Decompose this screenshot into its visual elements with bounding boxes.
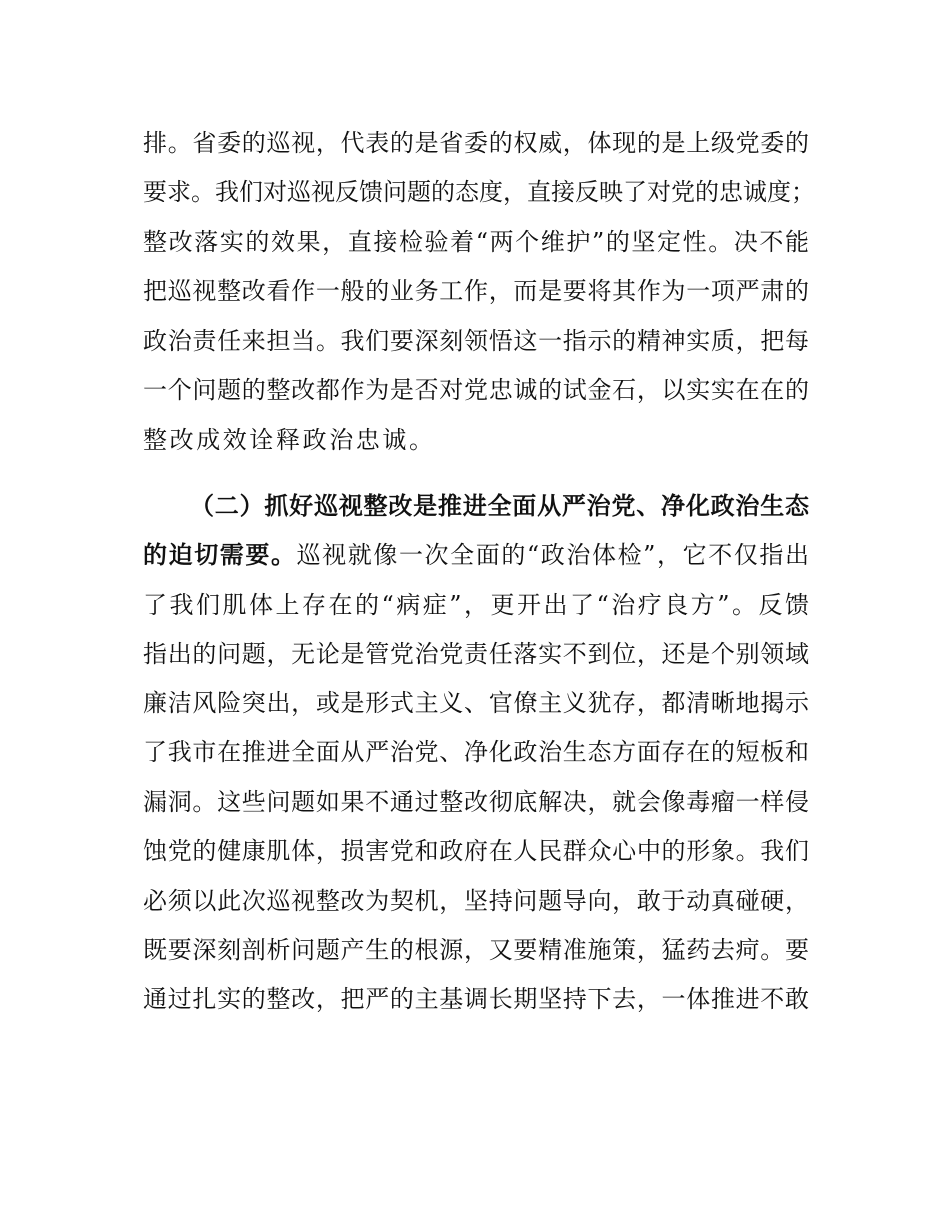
text-span: 巡视就像一次全面的“政治体检”，它不仅指出: [296, 541, 810, 569]
text-line: 政治责任来担当。我们要深刻领悟这一指示的精神实质，把每: [143, 327, 809, 355]
text-line: 必须以此次巡视整改为契机，坚持问题导向，敢于动真碰硬，: [143, 887, 809, 915]
text-line: 整改落实的效果，直接检验着“两个维护”的坚定性。决不能: [143, 228, 809, 256]
text-line: 把巡视整改看作一般的业务工作，而是要将其作为一项严肃的: [143, 277, 809, 305]
text-line: 整改成效诠释政治忠诚。: [143, 426, 436, 454]
text-line: 指出的问题，无论是管党治党责任落实不到位，还是个别领域: [143, 640, 809, 668]
text-line: 廉洁风险突出，或是形式主义、官僚主义犹存，都清晰地揭示: [143, 689, 809, 717]
text-line: 一个问题的整改都作为是否对党忠诚的试金石，以实实在在的: [143, 376, 809, 404]
text-line: 排。省委的巡视，代表的是省委的权威，体现的是上级党委的: [143, 129, 809, 157]
text-line: [143, 538, 809, 572]
section-heading-end: 的迫切需要。: [143, 541, 297, 569]
text-line: 了我们肌体上存在的“病症”，更开出了“治疗良方”。反馈: [143, 591, 809, 619]
text-line: 既要深刻剖析问题产生的根源，又要精准施策，猛药去疴。要: [143, 936, 809, 964]
section-heading: （二）抓好巡视整改是推进全面从严治党、净化政治生态: [190, 492, 809, 520]
text-line: 了我市在推进全面从严治党、净化政治生态方面存在的短板和: [143, 738, 809, 766]
text-line: 蚀党的健康肌体，损害党和政府在人民群众心中的形象。我们: [143, 837, 809, 865]
text-line: 要求。我们对巡视反馈问题的态度，直接反映了对党的忠诚度；: [143, 178, 815, 206]
text-line: 通过扎实的整改，把严的主基调长期坚持下去，一体推进不敢: [143, 985, 809, 1013]
text-line: 漏洞。这些问题如果不通过整改彻底解决，就会像毒瘤一样侵: [143, 788, 809, 816]
